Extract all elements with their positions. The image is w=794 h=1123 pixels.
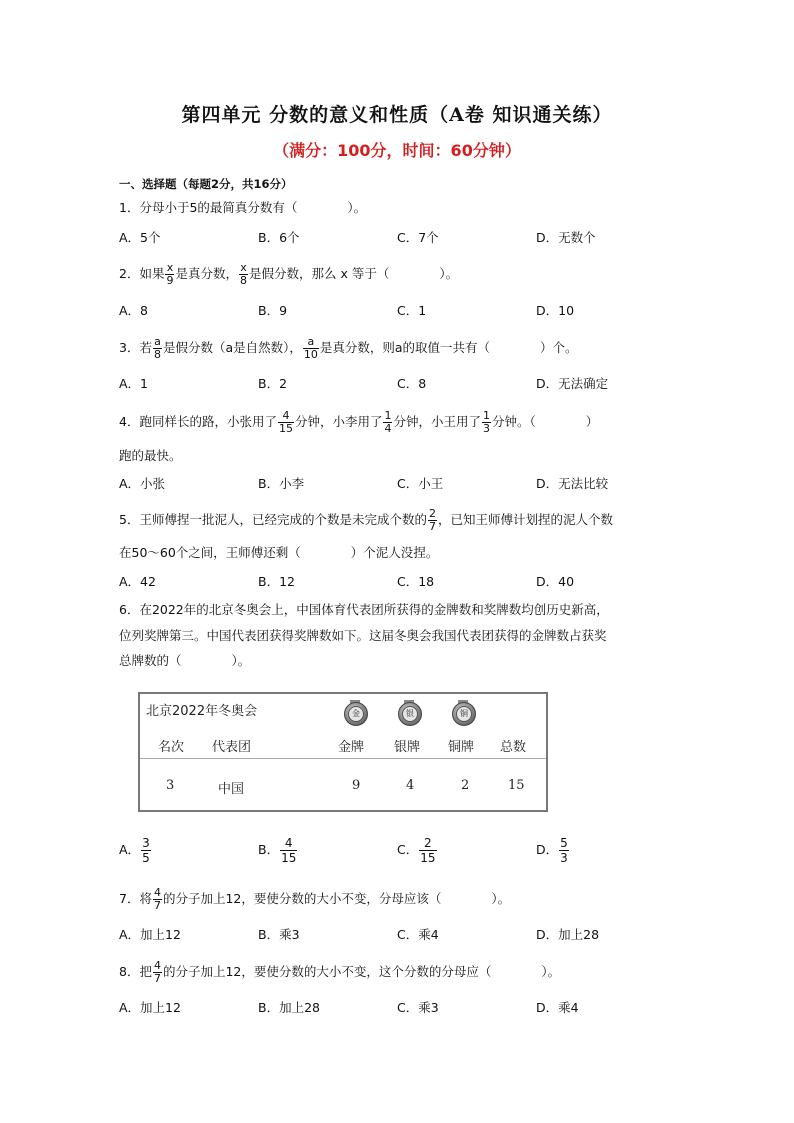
question-5-options (119, 572, 679, 592)
option-c: C．8 (397, 376, 427, 391)
option-d: D．乘4 (536, 1000, 579, 1015)
section-heading: 一、选择题（每题2分，共16分） (119, 177, 293, 191)
cell-rank: 3 (166, 778, 175, 793)
fraction: $\frac{x}{9}$ (166, 261, 174, 287)
option-a: A．小张 (119, 476, 166, 491)
fraction: $\frac{2}{15}$ (420, 836, 436, 865)
fraction: $\frac{2}{7}$ (428, 507, 436, 533)
fraction: $\frac{a}{8}$ (153, 335, 161, 361)
option-c: C． $\frac{2}{15}$ (397, 836, 436, 865)
option-b: B．加上28 (258, 1000, 320, 1015)
gold-medal-icon: 金 (343, 700, 369, 730)
question-6-line-3: 总牌数的（ ）。 (119, 653, 251, 668)
header-silver: 银牌 (394, 740, 421, 755)
option-c: C．1 (397, 303, 427, 318)
fraction: $\frac{4}{7}$ (153, 959, 161, 985)
bronze-medal-icon: 铜 (451, 700, 477, 730)
option-d: D．无法比较 (536, 476, 609, 491)
question-1: 1．分母小于5的最简真分数有（ ）。 (119, 200, 367, 215)
option-d: D．加上28 (536, 927, 600, 942)
cell-team: 中国 (218, 782, 245, 797)
option-d: D．10 (536, 303, 575, 318)
medal-table-image (138, 692, 548, 812)
question-6-line-1: 6．在2022年的北京冬奥会上，中国体育代表团所获得的金牌数和奖牌数均创历史新高， (119, 602, 609, 617)
option-a: A． $\frac{3}{5}$ (119, 836, 150, 865)
score-time-subtitle: （满分：100分，时间：60分钟） (273, 141, 521, 160)
cell-gold: 9 (352, 778, 361, 793)
option-d: D． $\frac{5}{3}$ (536, 836, 568, 865)
question-6-line-2: 位列奖牌第三。中国代表团获得奖牌数如下。这届冬奥会我国代表团获得的金牌数占获奖 (119, 628, 607, 643)
option-b: B．乘3 (258, 927, 300, 942)
question-5-line-2: 在50～60个之间，王师傅还剩（ ）个泥人没捏。 (119, 545, 439, 560)
fraction: $\frac{4}{7}$ (153, 886, 161, 912)
option-c: C．18 (397, 574, 435, 589)
option-a: A．8 (119, 303, 149, 318)
question-5: 5．王师傅捏一批泥人，已经完成的个数是未完成个数的 $\frac{2}{7}$ ，已知王师傅计划捏的泥人个数 (119, 507, 613, 533)
option-a: A．42 (119, 574, 156, 589)
option-c: C．小王 (397, 476, 444, 491)
option-c: C．乘3 (397, 1000, 439, 1015)
question-3-options (119, 374, 679, 394)
question-7-options (119, 925, 679, 945)
table-divider (140, 758, 546, 759)
option-b: B．2 (258, 376, 288, 391)
question-4-line-2: 跑的最快。 (119, 448, 182, 463)
question-4-options (119, 474, 679, 494)
question-6-options (119, 836, 679, 870)
question-1-options (119, 228, 679, 248)
option-a: A．加上12 (119, 1000, 181, 1015)
fraction: $\frac{5}{3}$ (560, 836, 568, 865)
option-c: C．乘4 (397, 927, 439, 942)
header-total: 总数 (500, 740, 527, 755)
silver-medal-icon: 银 (397, 700, 423, 730)
question-8: 8．把 $\frac{4}{7}$ 的分子加上12，要使分数的大小不变，这个分数的分母应（ ）。 (119, 959, 561, 985)
option-b: B．12 (258, 574, 295, 589)
question-3: 3．若 $\frac{a}{8}$ 是假分数（a是自然数）， $\frac{a}{10}$ 是真分数，则a的取值一共有（ ）个。 (119, 335, 578, 361)
option-b: B．9 (258, 303, 288, 318)
cell-silver: 4 (406, 778, 415, 793)
question-7: 7．将 $\frac{4}{7}$ 的分子加上12，要使分数的大小不变，分母应该（ ）。 (119, 886, 511, 912)
option-b: B． $\frac{4}{15}$ (258, 836, 297, 865)
option-a: A．1 (119, 376, 149, 391)
option-c: C．7个 (397, 230, 439, 245)
fraction: $\frac{4}{15}$ (278, 409, 293, 435)
header-bronze: 铜牌 (448, 740, 475, 755)
option-a: A．5个 (119, 230, 161, 245)
fraction: $\frac{x}{8}$ (239, 261, 247, 287)
fraction: $\frac{1}{4}$ (384, 409, 392, 435)
option-b: B．6个 (258, 230, 300, 245)
option-b: B．小李 (258, 476, 305, 491)
cell-total: 15 (508, 778, 525, 793)
question-2: 2．如果 $\frac{x}{9}$ 是真分数， $\frac{x}{8}$ 是假分数，那么 x 等于（ ）。 (119, 261, 459, 287)
cell-bronze: 2 (461, 778, 470, 793)
fraction: $\frac{3}{5}$ (142, 836, 150, 865)
question-8-options (119, 998, 679, 1018)
fraction: $\frac{a}{10}$ (303, 335, 318, 361)
question-4: 4．跑同样长的路，小张用了 $\frac{4}{15}$ 分钟，小李用了 $\frac{1}{4}$ 分钟，小王用了 $\frac{1}{3}$ 分钟。（ ） (119, 409, 599, 435)
header-team: 代表团 (212, 740, 252, 755)
option-d: D．无数个 (536, 230, 596, 245)
header-gold: 金牌 (338, 740, 365, 755)
question-2-options (119, 301, 679, 321)
page-title: 第四单元 分数的意义和性质（A卷 知识通关练） (181, 104, 613, 126)
medal-table-title: 北京2022年冬奥会 (146, 704, 258, 719)
option-d: D．无法确定 (536, 376, 609, 391)
fraction: $\frac{4}{15}$ (281, 836, 297, 865)
option-d: D．40 (536, 574, 575, 589)
fraction: $\frac{1}{3}$ (483, 409, 490, 435)
option-a: A．加上12 (119, 927, 181, 942)
header-rank: 名次 (158, 740, 185, 755)
